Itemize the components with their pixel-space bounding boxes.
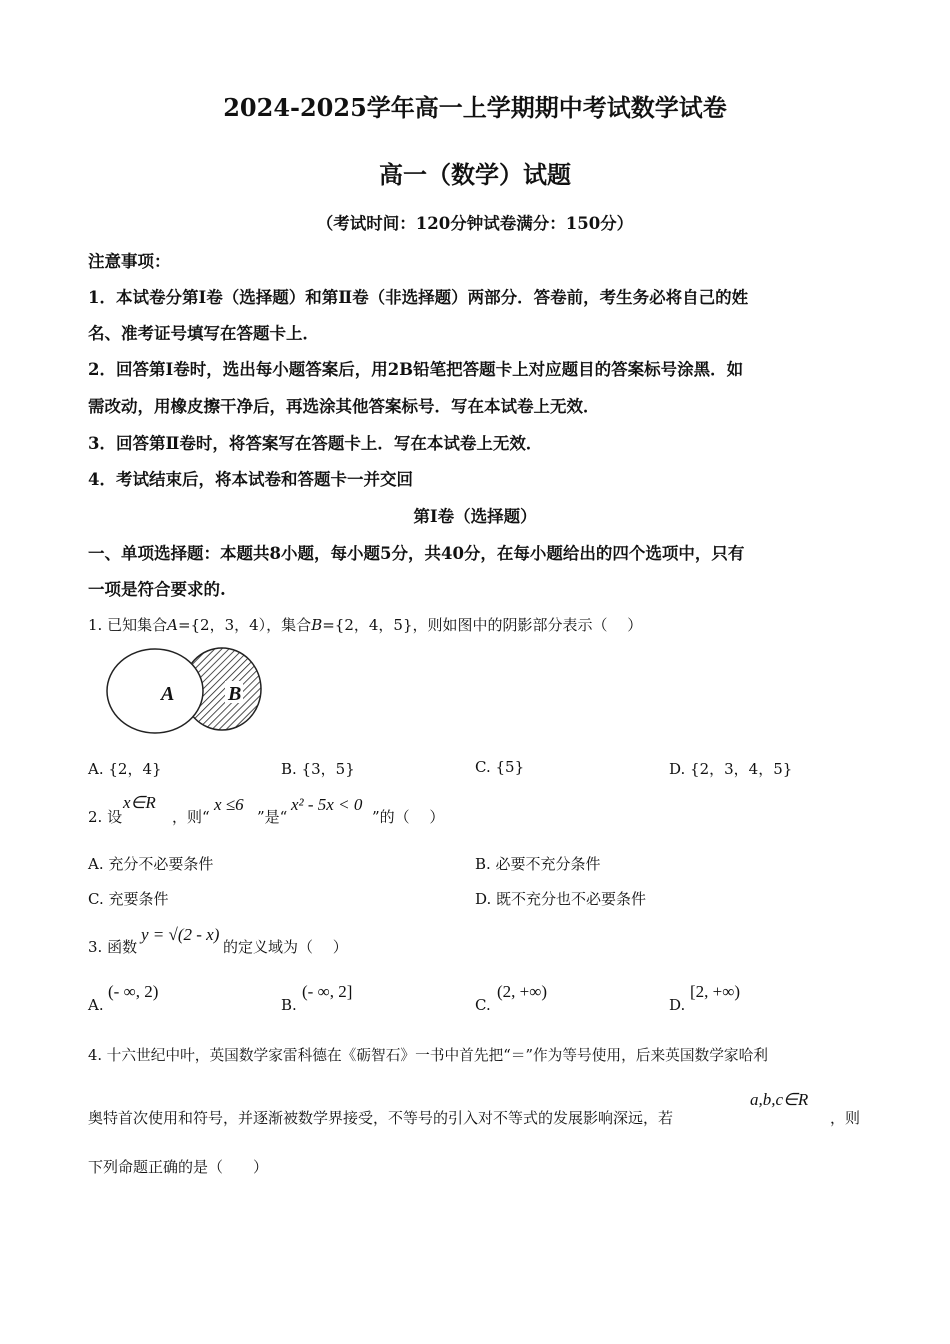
q1-mid: ={2，3，4），集合 <box>177 616 312 634</box>
section-intro-line-2: 一项是符合要求的. <box>88 580 226 599</box>
exam-subtitle: 高一（数学）试题 <box>379 160 571 189</box>
q3-option-d-label[interactable]: D. <box>669 996 686 1014</box>
q3-option-b-label[interactable]: B. <box>281 996 297 1014</box>
q4-line-3: 下列命题正确的是（ ） <box>88 1158 269 1176</box>
q2-math-cond-2: x² - 5x < 0 <box>291 795 363 814</box>
notice-item-3: 3．回答第Ⅱ卷时，将答案写在答题卡上．写在本试卷上无效． <box>88 434 543 453</box>
q2-prefix: 2. 设 <box>88 808 123 826</box>
section-title: 第I卷（选择题） <box>413 507 537 526</box>
notice-heading: 注意事项： <box>88 252 171 271</box>
q3-suffix: 的定义域为（ ） <box>223 938 348 956</box>
q1-rest: ={2，4，5}，则如图中的阴影部分表示（ ） <box>322 616 643 634</box>
notice-item-2-line-1: 2．回答第Ⅰ卷时，选出每小题答案后，用2B铅笔把答题卡上对应题目的答案标号涂黑．如 <box>88 360 744 379</box>
q2-text-2: ”是“ <box>257 808 288 826</box>
q4-line-2-end: ，则 <box>830 1109 861 1127</box>
section-intro-line-1: 一、单项选择题：本题共8小题，每小题5分，共40分，在每小题给出的四个选项中，只有 <box>88 544 745 563</box>
q2-option-d[interactable]: D. 既不充分也不必要条件 <box>475 890 647 908</box>
q1-option-d[interactable]: D. {2，3，4，5} <box>669 760 793 778</box>
q4-math-vars: a,b,c∈R <box>750 1090 809 1109</box>
notice-item-4: 4．考试结束后，将本试卷和答题卡一并交回 <box>88 470 413 489</box>
q3-option-a-label[interactable]: A. <box>88 996 104 1014</box>
q4-line-2: 奥特首次使用和符号，并逐渐被数学界接受，不等号的引入对不等式的发展影响深远，若 <box>88 1109 674 1127</box>
notice-item-2-line-2: 需改动，用橡皮擦干净后，再选涂其他答案标号．写在本试卷上无效． <box>88 397 600 416</box>
venn-label-a: A <box>161 683 175 705</box>
q2-math-set: x∈R <box>123 793 156 812</box>
exam-info: （考试时间：120分钟试卷满分：150分） <box>316 214 634 233</box>
venn-label-b: B <box>228 683 242 705</box>
q3-math-func: y = √(2 - x) <box>141 925 220 944</box>
q1-var-a: A <box>167 616 178 634</box>
q1-prefix: 1. 已知集合 <box>88 616 168 634</box>
venn-circle-a <box>107 649 203 733</box>
q2-option-c[interactable]: C. 充要条件 <box>88 890 169 908</box>
question-1-stem <box>88 614 642 635</box>
q1-option-c[interactable]: C. {5} <box>475 758 525 776</box>
notice-item-1-line-2: 名、准考证号填写在答题卡上． <box>88 324 319 343</box>
q2-text-3: ”的（ ） <box>372 808 445 826</box>
q1-option-b[interactable]: B. {3，5} <box>281 760 355 778</box>
q2-math-cond-1: x ≤6 <box>214 795 244 814</box>
q4-line-1: 4. 十六世纪中叶，英国数学家雷科德在《砺智石》一书中首先把“＝”作为等号使用，后来英国数学家哈利 <box>88 1047 768 1064</box>
q2-option-b[interactable]: B. 必要不充分条件 <box>475 855 601 873</box>
q3-prefix: 3. 函数 <box>88 938 138 956</box>
q3-option-d-math[interactable]: [2, +∞) <box>690 982 741 1001</box>
q2-text-1: ，则“ <box>172 808 210 826</box>
q1-option-a[interactable]: A. {2，4} <box>88 760 162 778</box>
q3-option-a-math[interactable]: (- ∞, 2) <box>108 982 159 1001</box>
q3-option-c-label[interactable]: C. <box>475 996 491 1014</box>
q2-option-a[interactable]: A. 充分不必要条件 <box>88 855 214 873</box>
q3-option-b-math[interactable]: (- ∞, 2] <box>302 982 353 1001</box>
exam-title: 2024-2025学年高一上学期期中考试数学试卷 <box>223 93 727 122</box>
q3-option-c-math[interactable]: (2, +∞) <box>497 982 548 1001</box>
venn-diagram <box>104 646 266 736</box>
notice-item-1-line-1: 1．本试卷分第Ⅰ卷（选择题）和第Ⅱ卷（非选择题）两部分．答卷前，考生务必将自己的姓 <box>88 288 749 307</box>
q1-var-b: B <box>311 616 323 634</box>
